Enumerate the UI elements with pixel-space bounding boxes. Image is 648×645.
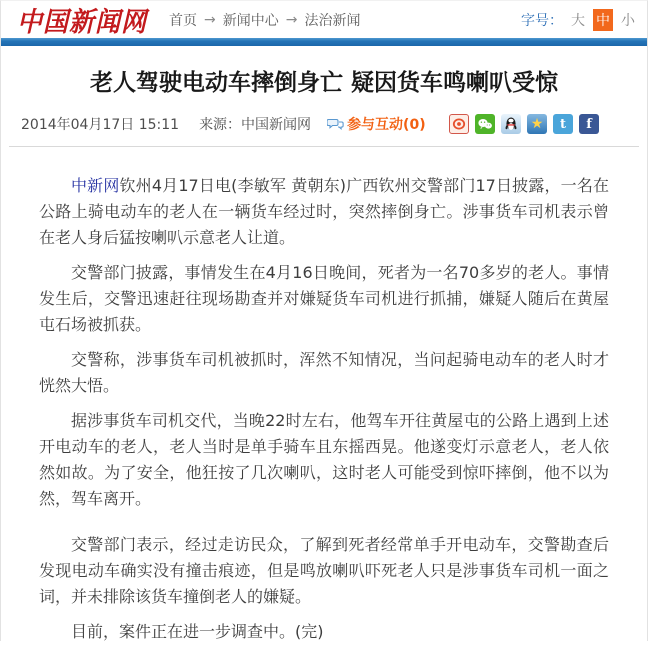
site-logo[interactable]: 中国新闻网 bbox=[17, 5, 148, 37]
font-size-small-button[interactable]: 小 bbox=[621, 12, 635, 29]
font-size-control bbox=[521, 9, 637, 31]
font-size-large-button[interactable]: 大 bbox=[571, 12, 585, 29]
twitter-icon[interactable] bbox=[553, 114, 573, 134]
paragraph-1-text: 钦州4月17日电(李敏军 黄朝东)广西钦州交警部门17日披露，一名在公路上骑电动车的老人在一辆货车经过时，突然摔倒身亡。涉事货车司机表示曾在老人身后猛按喇叭示意老人让道。 bbox=[39, 176, 609, 247]
qzone-star-glyph: ★ bbox=[530, 116, 544, 132]
article-source: 来源：中国新闻网 bbox=[199, 117, 312, 133]
breadcrumb-home[interactable]: 首页 bbox=[169, 12, 198, 29]
interact-link[interactable] bbox=[327, 114, 426, 134]
paragraph-5: 交警部门表示，经过走访民众，了解到死者经常单手开电动车，交警勘查后发现电动车确实没有撞击痕迹，但是鸣放喇叭吓死老人只是涉事货车司机一面之词，并未排除该货车撞倒老人的嫌疑。 bbox=[39, 535, 609, 606]
breadcrumb bbox=[169, 10, 360, 30]
paragraph-2: 交警部门披露，事情发生在4月16日晚间，死者为一名70多岁的老人。事情发生后，交警迅速赶往现场勘查并对嫌疑货车司机进行抓捕，嫌疑人随后在黄屋屯石场被抓获。 bbox=[39, 263, 609, 334]
paragraph-1 bbox=[39, 173, 609, 251]
font-size-medium-button[interactable]: 中 bbox=[593, 9, 613, 31]
article-body bbox=[1, 147, 647, 645]
article-meta bbox=[1, 98, 647, 146]
paragraph-6: 目前，案件正在进一步调查中。(完) bbox=[71, 622, 324, 641]
share-bar bbox=[449, 114, 599, 134]
breadcrumb-section-legal-news[interactable]: 法治新闻 bbox=[304, 12, 361, 29]
site-header bbox=[1, 1, 647, 38]
breadcrumb-news-center[interactable]: 新闻中心 bbox=[222, 12, 279, 29]
paragraph-3: 交警称，涉事货车司机被抓时，浑然不知情况，当问起骑电动车的老人时才恍然大悟。 bbox=[39, 350, 609, 395]
facebook-f-glyph: f bbox=[586, 116, 592, 132]
sina-weibo-icon[interactable] bbox=[449, 114, 469, 134]
font-size-label: 字号： bbox=[521, 12, 563, 29]
interact-label: 参与互动(0) bbox=[347, 117, 426, 133]
publish-date: 2014年04月17日 15:11 bbox=[21, 117, 180, 133]
wechat-icon[interactable] bbox=[475, 114, 495, 134]
paragraph-4: 据涉事货车司机交代，当晚22时左右，他驾车开往黄屋屯的公路上遇到上述开电动车的老人，老人当时是单手骑车且东摇西晃。他遂变灯示意老人，老人依然如故。为了安全，他狂按了几次喇叭，这时老人可能受到惊吓摔倒，他不以为然，驾车离开。 bbox=[39, 411, 609, 508]
cns-wire-link[interactable]: 中新网 bbox=[71, 176, 120, 195]
comment-bubbles-icon bbox=[327, 117, 344, 132]
article-title: 老人驾驶电动车摔倒身亡 疑因货车鸣喇叭受惊 bbox=[89, 70, 558, 96]
breadcrumb-arrow: → bbox=[285, 11, 298, 28]
qzone-icon[interactable] bbox=[527, 114, 547, 134]
qq-icon[interactable] bbox=[501, 114, 521, 134]
breadcrumb-arrow: → bbox=[204, 11, 216, 28]
facebook-icon[interactable] bbox=[579, 114, 599, 134]
twitter-t-glyph: t bbox=[559, 116, 566, 132]
